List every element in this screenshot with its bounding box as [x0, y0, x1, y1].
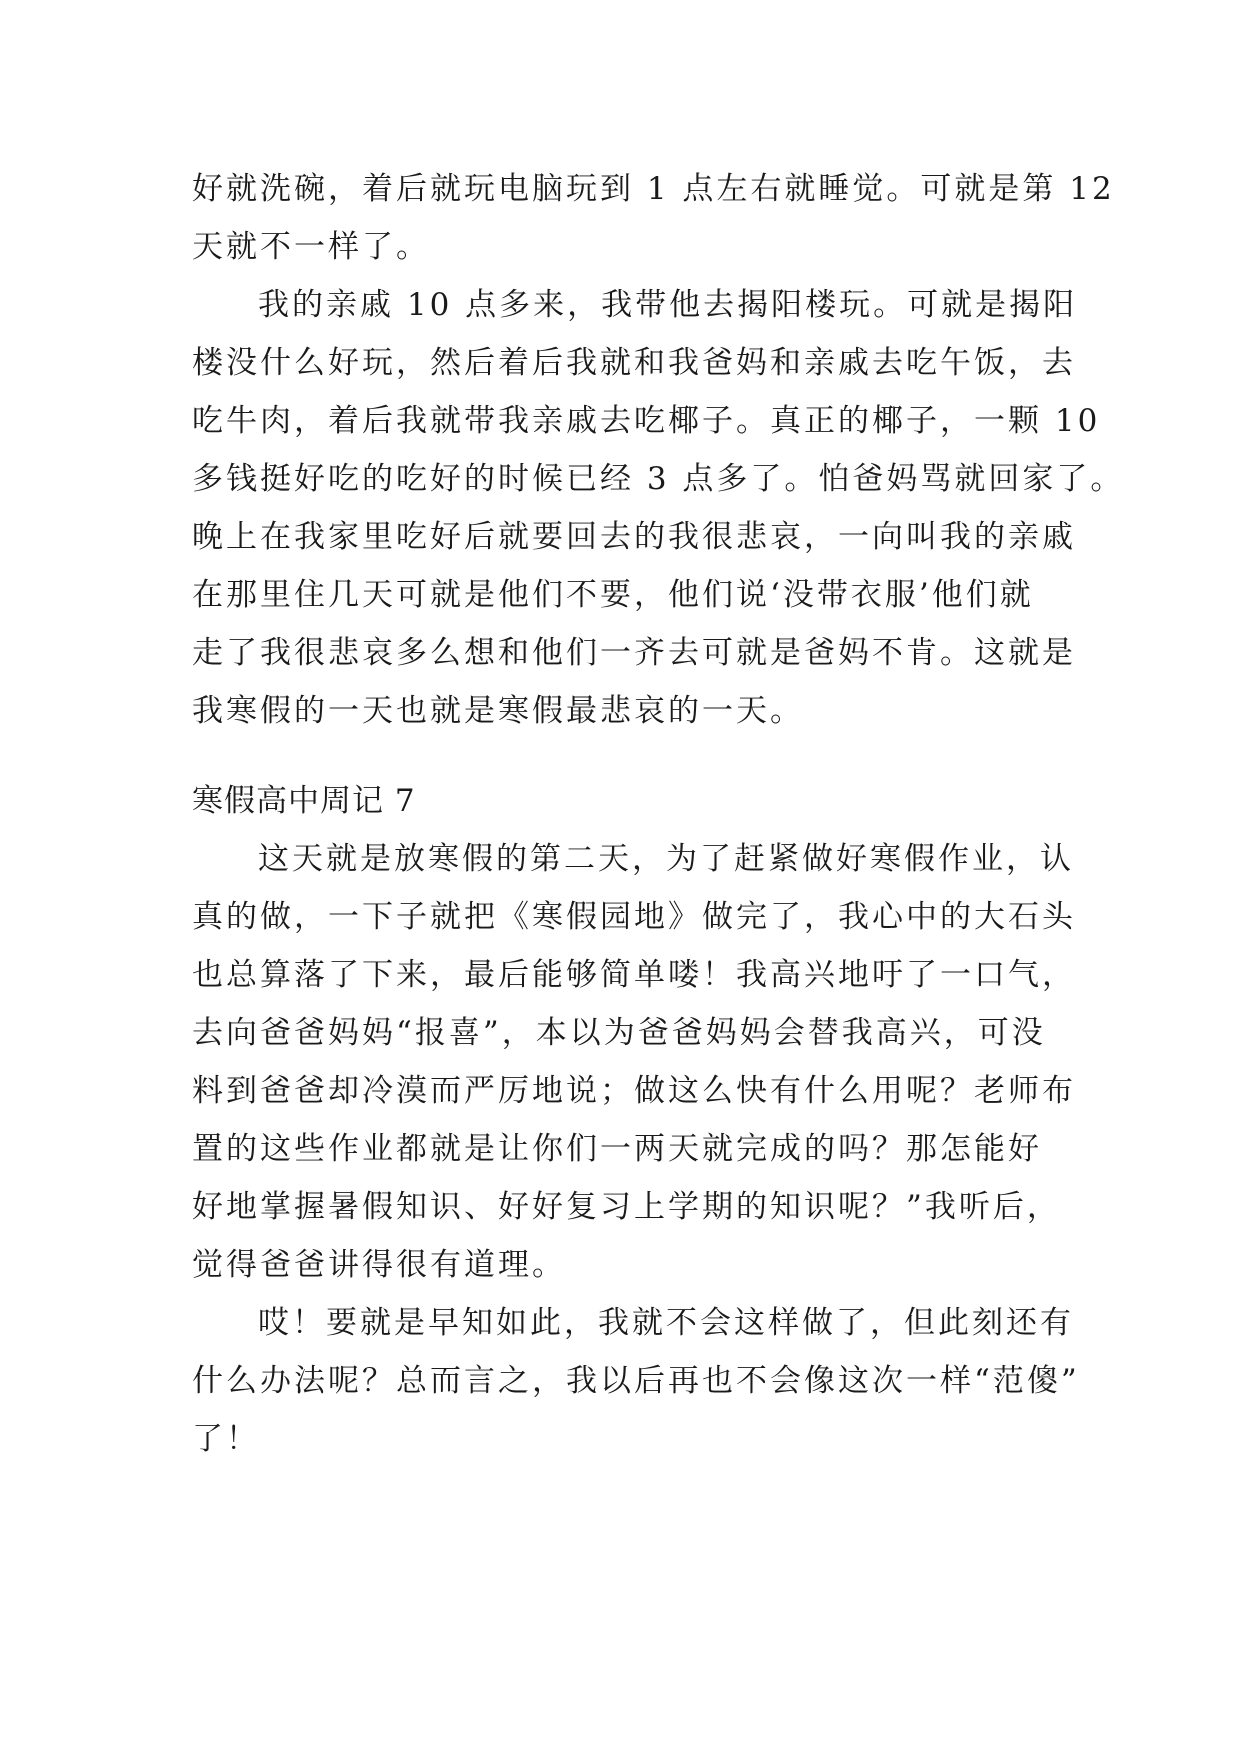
text-line: 置的这些作业都就是让你们一两天就完成的吗？那怎能好 — [192, 1131, 1042, 1167]
paragraph-reflection — [192, 1294, 1080, 1468]
text-line: 多钱挺好吃的吃好的时候已经 3 点多了。怕爸妈骂就回家了。 — [192, 461, 1125, 497]
text-line: 什么办法呢？总而言之，我以后再也不会像这次一样“范傻” — [192, 1363, 1080, 1399]
text-line: 楼没什么好玩，然后着后我就和我爸妈和亲戚去吃午饭，去 — [192, 345, 1076, 381]
text-line: 这天就是放寒假的第二天，为了赶紧做好寒假作业，认 — [258, 841, 1074, 877]
text-line: 天就不一样了。 — [192, 229, 430, 265]
text-line: 了！ — [192, 1421, 260, 1457]
text-line: 好地掌握暑假知识、好好复习上学期的知识呢？”我听后， — [192, 1189, 1061, 1225]
paragraph-homework — [192, 830, 1076, 1294]
text-line: 觉得爸爸讲得很有道理。 — [192, 1247, 566, 1283]
paragraph-continued — [192, 160, 1115, 276]
text-line: 好就洗碗，着后就玩电脑玩到 1 点左右就睡觉。可就是第 12 — [192, 171, 1115, 207]
document-body — [192, 160, 1125, 1468]
text-line: 我的亲戚 10 点多来，我带他去揭阳楼玩。可就是揭阳 — [258, 287, 1078, 323]
text-line: 我寒假的一天也就是寒假最悲哀的一天。 — [192, 693, 804, 729]
text-line: 也总算落了下来，最后能够简单喽！我高兴地吁了一口气， — [192, 957, 1076, 993]
text-line: 走了我很悲哀多么想和他们一齐去可就是爸妈不肯。这就是 — [192, 635, 1076, 671]
section-heading: 寒假高中周记 7 — [192, 783, 416, 819]
text-line: 晚上在我家里吃好后就要回去的我很悲哀，一向叫我的亲戚 — [192, 519, 1076, 555]
text-line: 真的做，一下子就把《寒假园地》做完了，我心中的大石头 — [192, 899, 1076, 935]
text-line: 料到爸爸却冷漠而严厉地说；做这么快有什么用呢？老师布 — [192, 1073, 1076, 1109]
text-line: 吃牛肉，着后我就带我亲戚去吃椰子。真正的椰子，一颗 10 — [192, 403, 1101, 439]
paragraph-relatives-visit — [192, 276, 1125, 740]
text-line: 哎！要就是早知如此，我就不会这样做了，但此刻还有 — [258, 1305, 1074, 1341]
text-line: 去向爸爸妈妈“报喜”，本以为爸爸妈妈会替我高兴，可没 — [192, 1015, 1046, 1051]
text-line: 在那里住几天可就是他们不要，他们说‘没带衣服’他们就 — [192, 577, 1034, 613]
